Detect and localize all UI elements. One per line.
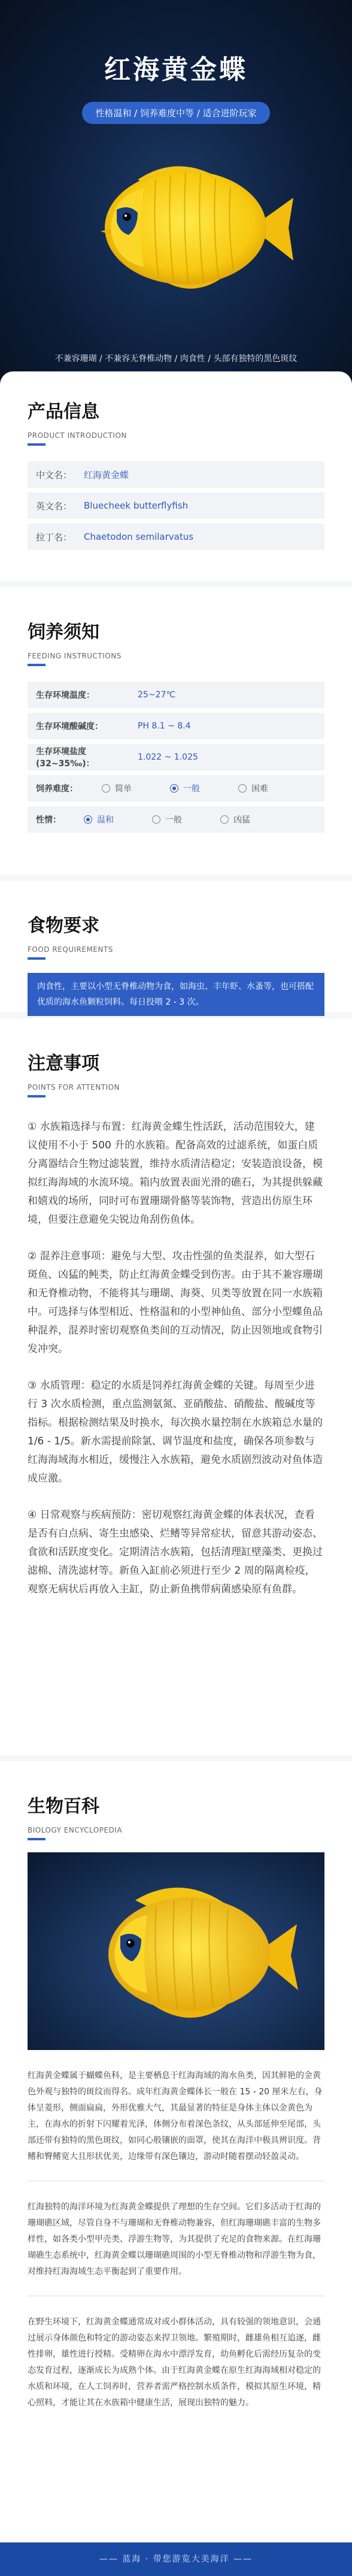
feeding-section bbox=[0, 587, 352, 875]
title-underline bbox=[28, 443, 45, 446]
option-label: 温和 bbox=[97, 815, 114, 825]
title-underline bbox=[28, 1095, 45, 1097]
bio-paragraph: 在野生环境下，红海黄金蝶通常成对或小群体活动，具有较强的领地意识，会通过展示身体颜色和特定的游动姿态来捍卫领地。繁殖期时，雌雄鱼相互追逐，雌性排卵，雄性进行授精。受精卵在海水中漂浮发育，幼鱼孵化后需经历复杂的变态发育过程，逐渐成长为成熟个体。由于红海黄金蝶在原生红海海域相对稳定的水质和环境，在人工饲养时，营养者需严格控制水质条件，模拟其原生环境，精心照料，才能让其在水族箱中健康生活，展现出独特的魅力。 bbox=[28, 2317, 321, 2408]
temper-option-fierce[interactable] bbox=[220, 814, 250, 826]
product-info-section bbox=[0, 371, 352, 581]
feed-value: 25~27℃ bbox=[138, 690, 176, 700]
note-paragraph: ① 水族箱选择与布置：红海黄金蝶生性活跃，活动范围较大，建议使用不小于 500 升的水族箱。配备高效的过滤系统，如蛋白质分离器结合生物过滤装置，维持水质清洁稳定；安装造浪设备，模拟红海海域的水流环境。箱内放置表面光滑的礁石，为其提供躲藏和嬉戏的场所，同时可布置珊瑚骨骼等装饰物，营造出仿原生环境，但要注意避免尖锐边角刮伤鱼体。 bbox=[28, 1121, 323, 1226]
info-label: 拉丁名： bbox=[36, 531, 72, 543]
feed-label: 生存环境盐度(32~35‰)： bbox=[36, 747, 95, 769]
notes-list bbox=[28, 1118, 324, 1599]
feed-value: 1.022 ~ 1.025 bbox=[138, 752, 198, 762]
note-paragraph: ③ 水质管理：稳定的水质是饲养红海黄金蝶的关键。每周至少进行 3 次水质检测，重点监测氨氮、亚硝酸盐、硝酸盐、酸碱度等指标。根据检测结果及时换水，每次换水量控制在水族箱总水量的 1/6 - 1/5。新水需提前除氯、调节温度和盐度，确保各项参数与红海海域海水相近，缓慢注入水族箱，避免水质剧烈波动对鱼体造成应激。 bbox=[28, 1380, 323, 1484]
radio-checked-icon bbox=[84, 815, 92, 824]
bio-paragraph: 红海独特的海洋环境为红海黄金蝶提供了理想的生存空间。它们多活动于红海的珊瑚礁区域，尽管自身不与珊瑚和无脊椎动物兼容，但红海珊瑚礁丰富的生物多样性，如各类小型甲壳类、浮游生物等，为其提供了充足的食物来源。在红海珊瑚礁生态系统中，红海黄金蝶以珊瑚礁周围的小型无脊椎动物和浮游生物为食，对维持红海海域生态平衡起到了重要作用。 bbox=[28, 2202, 321, 2276]
bio-subtitle: BIOLOGY ENCYCLOPEDIA bbox=[28, 1826, 123, 1834]
notes-section bbox=[0, 1018, 352, 1755]
feeding-row-ph bbox=[28, 713, 324, 739]
info-value: 红海黄金蝶 bbox=[84, 469, 129, 480]
feeding-row-salinity bbox=[28, 744, 324, 770]
butterflyfish-photo bbox=[28, 1852, 324, 2050]
radio-icon bbox=[220, 815, 229, 824]
option-label: 凶猛 bbox=[233, 815, 250, 825]
info-label: 英文名： bbox=[36, 500, 72, 512]
title-underline bbox=[28, 1838, 45, 1840]
radio-checked-icon bbox=[170, 784, 178, 793]
food-title: 食物要求 bbox=[28, 915, 99, 936]
product-info-row bbox=[28, 492, 324, 519]
feed-label: 饲养难度： bbox=[36, 784, 78, 794]
difficulty-option-medium[interactable] bbox=[170, 782, 200, 794]
feed-label: 生存环境温度： bbox=[36, 691, 95, 700]
product-info-subtitle: PRODUCT INTRODUCTION bbox=[28, 431, 127, 440]
product-info-title: 产品信息 bbox=[28, 401, 99, 422]
option-label: 困难 bbox=[251, 784, 268, 794]
bio-section bbox=[0, 1761, 352, 2542]
bio-paragraph: 红海黄金蝶属于蝴蝶鱼科，是主要栖息于红海海域的海水鱼类，因其鲜艳的金黄色外观与独特的斑纹而得名。成年红海黄金蝶体长一般在 15 - 20 厘米左右，身体呈菱形，侧面扁扁，外形优雅大气，其最显著的特征是身体主体以金黄色为主，在海水的折射下闪耀着光泽，体侧分布着深色条纹，从头部延伸至尾部，头部还带有独特的黑色斑纹，如同心般镶嵌的面罩，使其在海洋中极具辨识度。背鳍和臀鳍宽大且形状优美，边缘带有深色镶边，游动时随着摆动轻盈灵动。 bbox=[28, 2071, 323, 2161]
footer: —— 蓝海 · 带您游览大美海洋 —— bbox=[0, 2542, 352, 2576]
hero-subtitle-badge: 性格温和 / 饲养难度中等 / 适合进阶玩家 bbox=[82, 102, 269, 124]
feeding-subtitle: FEEDING INSTRUCTIONS bbox=[28, 652, 122, 660]
food-section bbox=[0, 881, 352, 1012]
product-info-row bbox=[28, 524, 324, 550]
hero-tagline: 不兼容珊瑚 / 不兼容无脊椎动物 / 肉食性 / 头部有独特的黑色斑纹 bbox=[54, 354, 298, 364]
bio-text bbox=[28, 2068, 324, 2411]
hero-title: 红海黄金蝶 bbox=[104, 55, 248, 85]
info-value: Chaetodon semilarvatus bbox=[84, 531, 194, 542]
info-label: 中文名： bbox=[36, 469, 72, 480]
feeding-list bbox=[28, 682, 324, 833]
feeding-row-temper bbox=[28, 806, 324, 833]
note-paragraph: ② 混养注意事项：避免与大型、攻击性强的鱼类混养，如大型石斑鱼、凶猛的鲀类，防止红海黄金蝶受到伤害。由于其不兼容珊瑚和无脊椎动物，不能将其与珊瑚、海葵、贝类等放置在同一水族箱中。可选择与体型相近、性格温和的小型神仙鱼、部分小型蝶鱼品种混养，混养时密切观察鱼类间的互动情况，防止因领地或食物引发冲突。 bbox=[28, 1250, 323, 1355]
product-info-row bbox=[28, 461, 324, 488]
radio-icon bbox=[152, 815, 160, 824]
hero-banner bbox=[0, 0, 352, 383]
option-label: 一般 bbox=[165, 815, 182, 825]
feed-value: PH 8.1 ~ 8.4 bbox=[138, 721, 191, 731]
difficulty-option-easy[interactable] bbox=[102, 782, 132, 794]
feed-label: 生存环境酸碱度： bbox=[36, 722, 103, 731]
feeding-row-difficulty bbox=[28, 775, 324, 802]
radio-icon bbox=[238, 784, 247, 793]
food-requirement-banner: 肉食性，主要以小型无脊椎动物为食，如海虫、丰年虾、水蚤等，也可搭配优质的海水鱼颗粒饲料。每日投喂 2 - 3 次。 bbox=[28, 973, 324, 1016]
feed-label: 性情： bbox=[36, 815, 61, 825]
radio-icon bbox=[102, 784, 110, 793]
option-label: 简单 bbox=[115, 784, 132, 794]
butterflyfish-illustration bbox=[54, 138, 305, 318]
feeding-row-temperature bbox=[28, 682, 324, 708]
difficulty-option-hard[interactable] bbox=[238, 782, 268, 794]
temper-option-mild[interactable] bbox=[84, 814, 114, 826]
title-underline bbox=[28, 957, 45, 960]
product-info-list bbox=[28, 461, 324, 550]
bio-title: 生物百科 bbox=[28, 1796, 99, 1817]
notes-title: 注意事项 bbox=[28, 1053, 99, 1074]
option-label: 一般 bbox=[183, 784, 200, 794]
temper-option-normal[interactable] bbox=[152, 814, 182, 826]
feeding-title: 饲养须知 bbox=[28, 622, 99, 643]
title-underline bbox=[28, 664, 45, 666]
info-value: Bluecheek butterflyfish bbox=[84, 500, 189, 511]
note-paragraph: ④ 日常观察与疾病预防：密切观察红海黄金蝶的体表状况，查看是否有白点病、寄生虫感染、烂鳍等异常症状，留意其游动姿态、食欲和活跃度变化。定期清洁水族箱，包括清理缸壁藻类、更换过滤棉、清洗滤材等。新鱼入缸前必须进行至少 2 周的隔离检疫，观察无病状后再放入主缸，防止新鱼携带病菌感染原有鱼群。 bbox=[28, 1509, 323, 1595]
notes-subtitle: POINTS FOR ATTENTION bbox=[28, 1083, 120, 1092]
food-subtitle: FOOD REQUIREMENTS bbox=[28, 945, 113, 954]
